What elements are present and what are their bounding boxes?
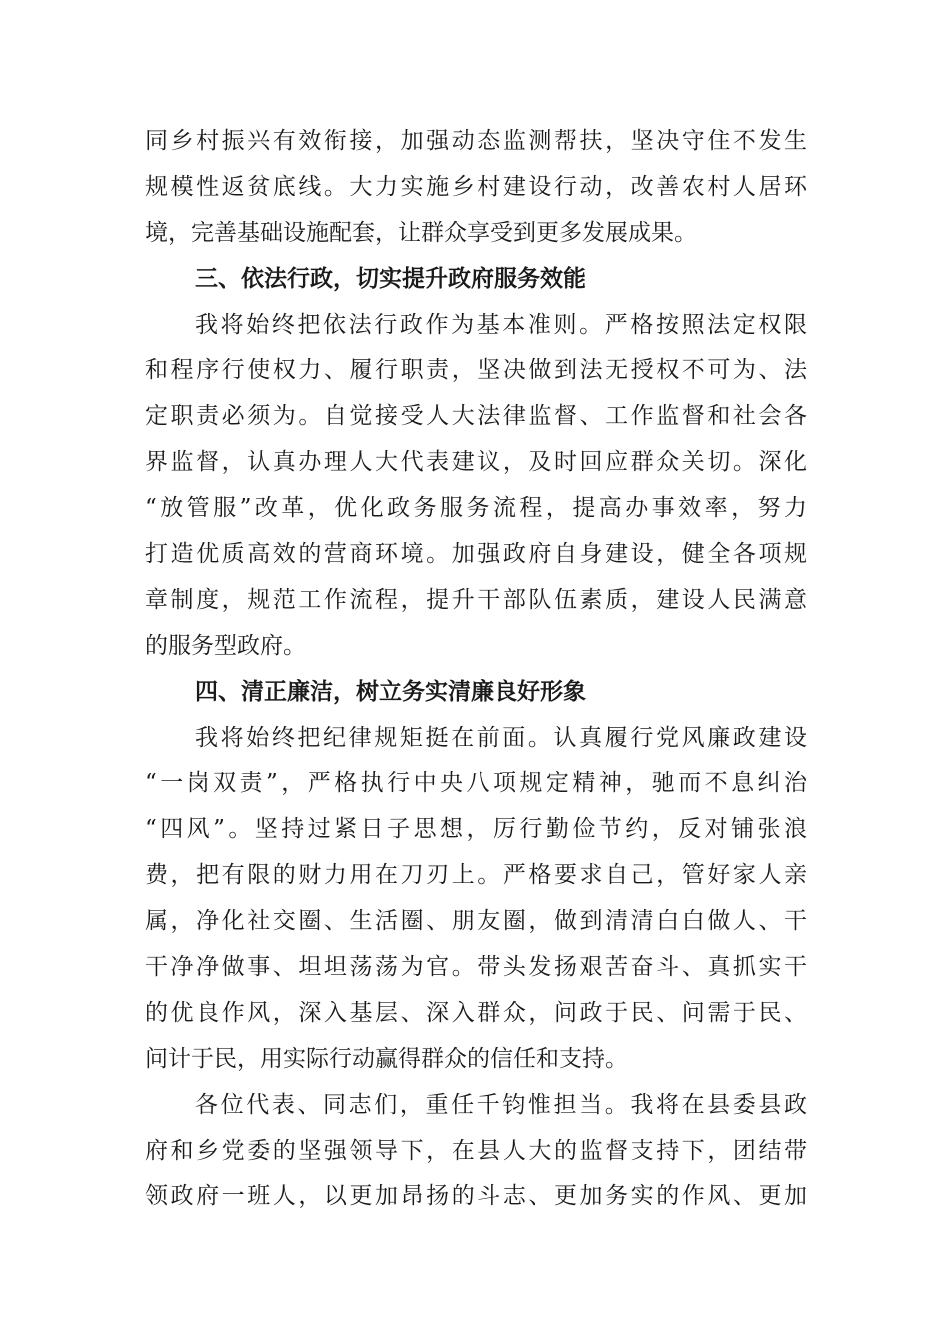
- body-text-line: 同乡村振兴有效衔接，加强动态监测帮扶，坚决守住不发生: [145, 128, 807, 154]
- body-text-line: 和程序行使权力、履行职责，坚决做到法无授权不可为、法: [145, 357, 807, 384]
- body-text-line: 领政府一班人，以更加昂扬的斗志、更加务实的作风、更加: [145, 1183, 807, 1210]
- body-text-line: 规模性返贫底线。大力实施乡村建设行动，改善农村人居环: [145, 173, 807, 200]
- body-text-line: “四风”。坚持过紧日子思想，厉行勤俭节约，反对铺张浪: [145, 816, 807, 843]
- body-text-line: “放管服”改革，优化政务服务流程，提高办事效率，努力: [145, 495, 807, 522]
- body-text-line: 的优良作风，深入基层、深入群众，问政于民、问需于民、: [145, 999, 807, 1026]
- body-text-line: 问计于民，用实际行动赢得群众的信任和支持。: [145, 1045, 628, 1072]
- body-text-line: 各位代表、同志们，重任千钧惟担当。我将在县委县政: [195, 1091, 807, 1118]
- body-text-line: 界监督，认真办理人大代表建议，及时回应群众关切。深化: [145, 449, 807, 476]
- body-text-line: 府和乡党委的坚强领导下，在县人大的监督支持下，团结带: [145, 1137, 807, 1164]
- document-page: [145, 119, 807, 1220]
- body-text-line: 章制度，规范工作流程，提升干部队伍素质，建设人民满意: [145, 586, 807, 613]
- body-text-line: 我将始终把依法行政作为基本准则。严格按照法定权限: [195, 311, 807, 338]
- body-text-line: 的服务型政府。: [145, 632, 306, 659]
- body-text-line: 干净净做事、坦坦荡荡为官。带头发扬艰苦奋斗、真抓实干: [145, 954, 807, 981]
- body-text-line: “一岗双责”，严格执行中央八项规定精神，驰而不息纠治: [145, 770, 807, 797]
- body-text-line: 我将始终把纪律规矩挺在前面。认真履行党风廉政建设: [195, 724, 807, 751]
- body-text-line: 打造优质高效的营商环境。加强政府自身建设，健全各项规: [145, 541, 807, 568]
- body-text-line: 费，把有限的财力用在刀刃上。严格要求自己，管好家人亲: [145, 862, 807, 889]
- section-heading-4: 四、清正廉洁，树立务实清廉良好形象: [195, 678, 586, 705]
- body-text-line: 境，完善基础设施配套，让群众享受到更多发展成果。: [145, 219, 697, 246]
- body-text-line: 属，净化社交圈、生活圈、朋友圈，做到清清白白做人、干: [145, 908, 807, 935]
- body-text-line: 定职责必须为。自觉接受人大法律监督、工作监督和社会各: [145, 403, 807, 430]
- section-heading-3: 三、依法行政，切实提升政府服务效能: [195, 265, 586, 292]
